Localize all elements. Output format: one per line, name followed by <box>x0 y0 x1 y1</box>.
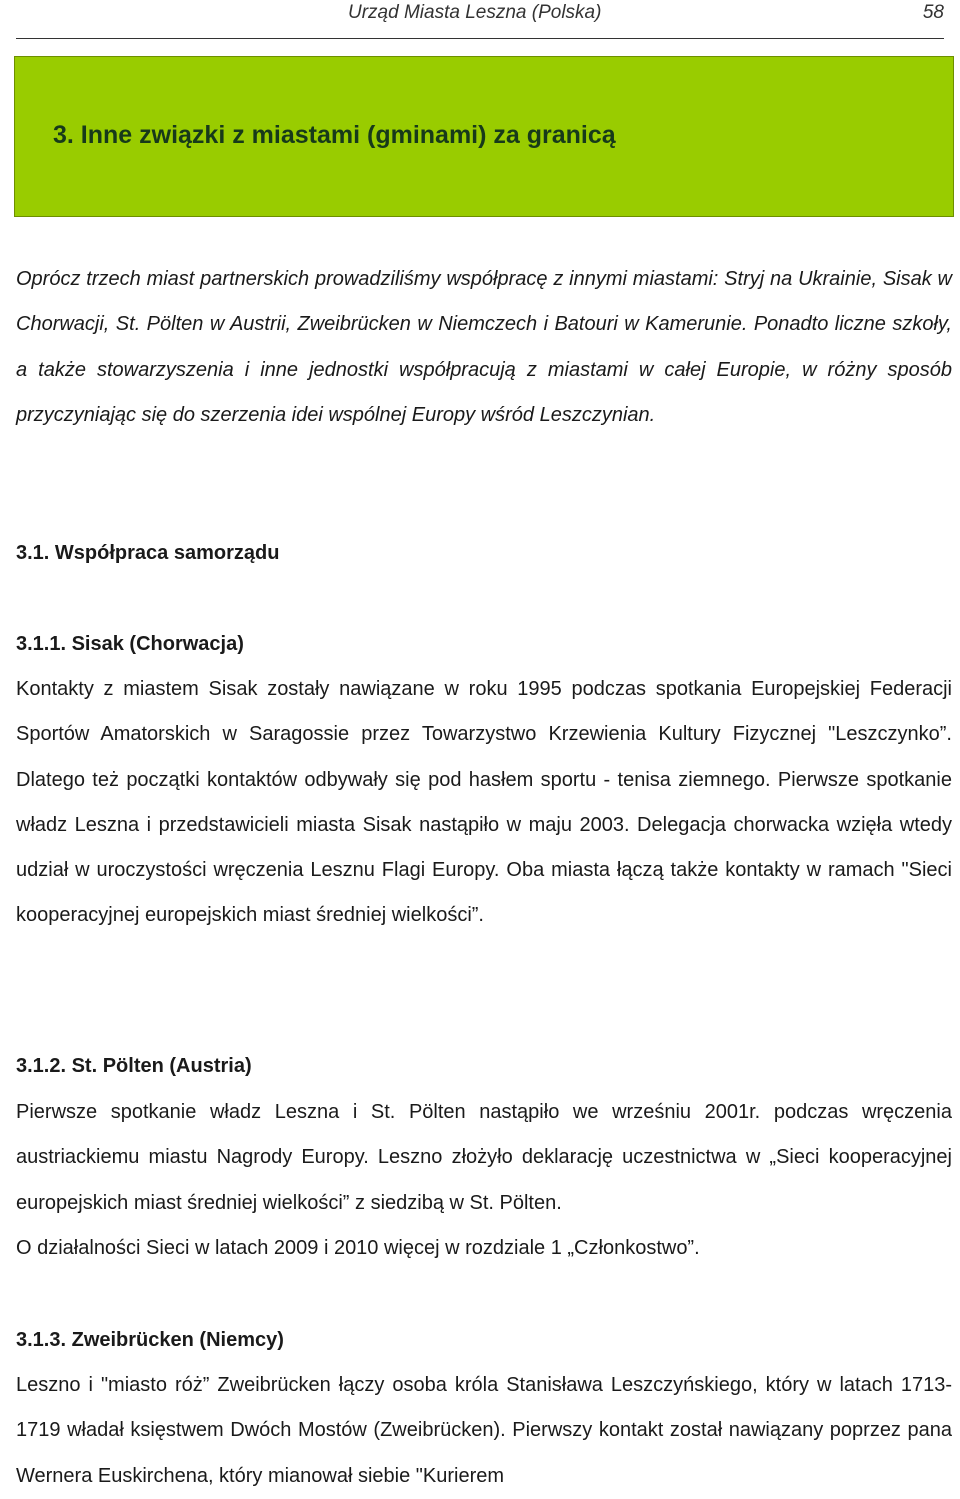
running-header <box>16 0 944 39</box>
zweibrucken-heading: 3.1.3. Zweibrücken (Niemcy) <box>16 1329 284 1351</box>
stpolten-heading: 3.1.2. St. Pölten (Austria) <box>16 1055 252 1077</box>
intro-paragraph: Oprócz trzech miast partnerskich prowadziliśmy współpracę z innymi miastami: Stryj na Ukrainie, Sisak w Chorwacji, St. Pölten w Austrii, Zweibrücken w Niemczech i Batouri w Kamerunie. Ponadto liczne szkoły, a także stowarzyszenia i inne jednostki współpracują z miastami w całej Europie, w różny sposób przyczyniając się do szerzenia idei wspólnej Europy wśród Leszczynian. <box>16 268 952 426</box>
section-heading: 3.1. Współpraca samorządu <box>16 542 280 564</box>
zweibrucken-paragraph: Leszno i "miasto róż” Zweibrücken łączy osoba króla Stanisława Leszczyńskiego, który w latach 1713-1719 władał księstwem Dwóch Mostów (Zweibrücken). Pierwszy kontakt został nawiązany poprzez pana Wernera Euskirchena, który mianował siebie "Kurierem <box>16 1374 952 1487</box>
sisak-paragraph: Kontakty z miastem Sisak zostały nawiązane w roku 1995 podczas spotkania Europejskiej Federacji Sportów Amatorskich w Saragossie przez Towarzystwo Krzewienia Kultury Fizycznej "Leszczynko”. Dlatego też początki kontaktów odbywały się pod hasłem sportu - tenisa ziemnego. Pierwsze spotkanie władz Leszna i przedstawicieli miasta Sisak nastąpiło w maju 2003. Delegacja chorwacka wzięła wtedy udział w uroczystości wręczenia Lesznu Flagi Europy. Oba miasta łączą także kontakty w ramach "Sieci kooperacyjnej europejskich miast średniej wielkości”. <box>16 678 952 927</box>
document-title: Urząd Miasta Leszna (Polska) <box>348 2 602 23</box>
page-number: 58 <box>922 2 944 23</box>
chapter-banner <box>14 56 954 217</box>
chapter-title: 3. Inne związki z miastami (gminami) za granicą <box>53 121 616 149</box>
stpolten-paragraph-2: O działalności Sieci w latach 2009 i 2010 więcej w rozdziale 1 „Członkostwo”. <box>16 1237 700 1259</box>
sisak-heading: 3.1.1. Sisak (Chorwacja) <box>16 633 244 655</box>
stpolten-paragraph: Pierwsze spotkanie władz Leszna i St. Pölten nastąpiło we wrześniu 2001r. podczas wręczenia austriackiemu miastu Nagrody Europy. Leszno złożyło deklarację uczestnictwa w „Sieci kooperacyjnej europejskich miast średniej wielkości” z siedzibą w St. Pölten. <box>16 1101 952 1214</box>
